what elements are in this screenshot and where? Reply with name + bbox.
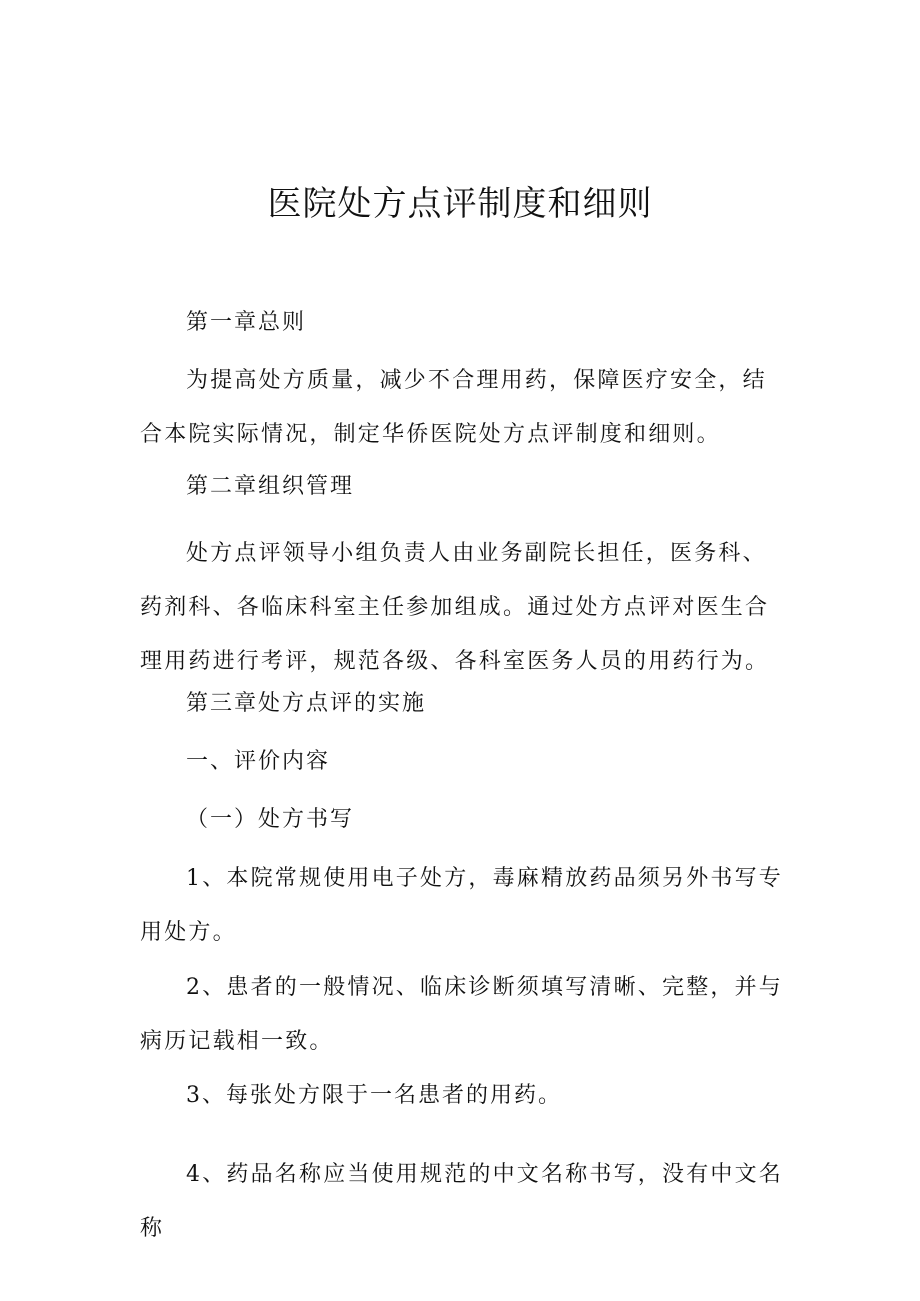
list-item-3: 3、每张处方限于一名患者的用药。 [186,1083,562,1108]
subsection-prescription-writing: （一）处方书写 [186,807,355,832]
list-item-4: 4、药品名称应当使用规范的中文名称书写，没有中文名称 [140,1162,783,1241]
chapter-2-heading: 第二章组织管理 [186,474,355,499]
list-item-2: 2、患者的一般情况、临床诊断须填写清晰、完整，并与病历记载相一致。 [140,975,783,1054]
section-evaluation-content: 一、评价内容 [186,749,331,774]
document-title: 医院处方点评制度和细则 [267,184,653,224]
chapter-3-heading: 第三章处方点评的实施 [186,691,427,716]
list-item-1: 1、本院常规使用电子处方，毒麻精放药品须另外书写专用处方。 [140,866,783,945]
chapter-1-heading: 第一章总则 [186,310,307,335]
chapter-2-paragraph: 处方点评领导小组负责人由业务副院长担任，医务科、药剂科、各临床科室主任参加组成。通过处方点评对医生合理用药进行考评，规范各级、各科室医务人员的用药行为。 [140,541,770,674]
chapter-1-paragraph: 为提高处方质量，减少不合理用药，保障医疗安全，结合本院实际情况，制定华侨医院处方点评制度和细则。 [140,368,767,447]
